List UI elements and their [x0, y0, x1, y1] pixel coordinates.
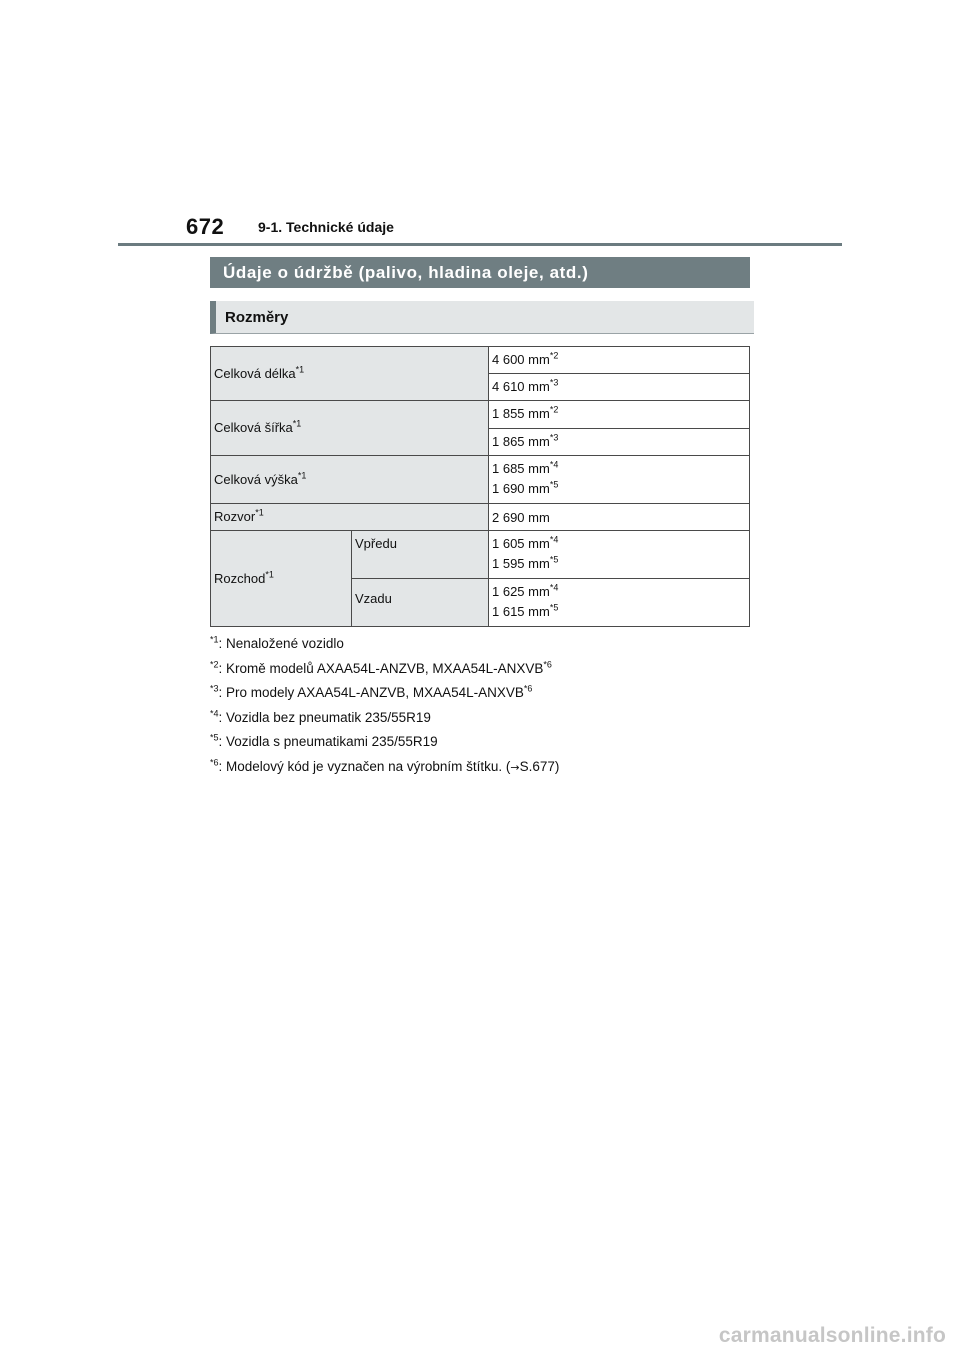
right-arrow-icon: →: [510, 760, 520, 774]
length-value-cell: 4 600 $mm^{*2}$: [489, 347, 750, 374]
footnote-1: $^{*1}$: Nenaložené vozidlo: [210, 634, 344, 651]
rear-value-cell: 1 625 $mm^{*4}$ 1 615 $mm^{*5}$: [489, 579, 750, 627]
site-watermark: carmanualsonline.info: [718, 1324, 946, 1347]
width-value-cell: 1 855 $mm^{*2}$: [489, 401, 750, 429]
table-row: [211, 347, 750, 374]
table-row: [211, 531, 750, 579]
page-reference[interactable]: S.677: [519, 758, 555, 774]
table-row: [211, 504, 750, 531]
height-label-cell: Celková výška$^{*1}$: [211, 456, 489, 504]
chapter-banner: Údaje o údržbě (palivo, hladina oleje, atd.): [210, 257, 750, 288]
footnote-4: $^{*4}$: Vozidla bez pneumatik 235/55R19: [210, 708, 431, 725]
width-label-cell: Celková šířka$^{*1}$: [211, 401, 489, 456]
wheelbase-label-cell: Rozvor$^{*1}$: [211, 504, 489, 531]
front-label-cell: Vpředu: [352, 531, 489, 579]
width-value-cell: 1 865 $mm^{*3}$: [489, 429, 750, 456]
page-number: 672: [186, 214, 225, 239]
length-label-cell: Celková délka$^{*1}$: [211, 347, 489, 401]
rear-label-cell: Vzadu: [352, 579, 489, 627]
front-value-cell: 1 605 $mm^{*4}$ 1 595 $mm^{*5}$: [489, 531, 750, 579]
section-path: 9-1. Technické údaje: [258, 219, 394, 235]
table-row: [211, 456, 750, 504]
header-rule: [118, 243, 842, 246]
table-row: [211, 401, 750, 429]
footnote-5: $^{*5}$: Vozidla s pneumatikami 235/55R19: [210, 732, 438, 749]
track-label-cell: Rozchod$^{*1}$: [211, 531, 352, 627]
footnotes: [210, 634, 770, 781]
height-value-cell: 1 685 $mm^{*4}$ 1 690 $mm^{*5}$: [489, 456, 750, 504]
footnote-6: $^{*6}$: Modelový kód je vyznačen na výrobním štítku. (→S.677): [210, 757, 560, 774]
footnote-3: $^{*3}$: Pro modely AXAA54L-ANZVB, MXAA54L-ANXVB$^{*6}$: [210, 683, 533, 700]
footnote-2: $^{*2}$: Kromě modelů AXAA54L-ANZVB, MXAA54L-ANXVB$^{*6}$: [210, 659, 552, 676]
length-value-cell: 4 610 $mm^{*3}$: [489, 374, 750, 401]
section-heading: Rozměry: [210, 301, 754, 334]
dimensions-table: [210, 346, 750, 627]
wheelbase-value-cell: 2 690 mm: [489, 504, 750, 531]
